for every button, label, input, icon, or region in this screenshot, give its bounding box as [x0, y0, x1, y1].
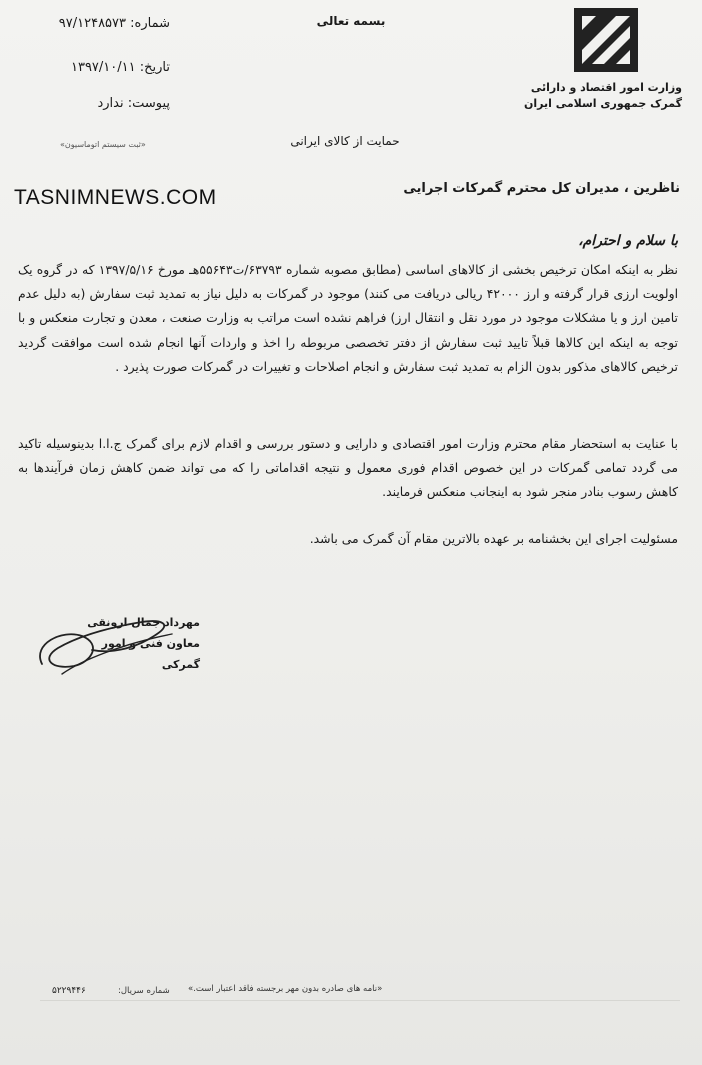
serial-number: ۵۲۲۹۴۴۶	[52, 986, 86, 996]
footer-divider	[40, 1000, 680, 1001]
handwritten-signature	[22, 604, 202, 684]
signer-name: مهرداد جمال ارونقی	[87, 616, 200, 629]
signer-title: معاون فنی و امور گمرکی	[101, 637, 200, 671]
letter-heading: ناظرین ، مدیران کل محترم گمرکات اجرایی	[403, 181, 680, 196]
paragraph-1-text: نظر به اینکه امکان ترخیص بخشی از کالاهای اساسی (مطابق مصوبه شماره ۶۳۷۹۳/ت۵۵۶۴۳هـ مورخ ۱۳۹۷/۵/۱۶ که در گروه یک اولویت ارزی قرار گرفته و ارز ۴۲۰۰۰ ریالی دریافت می کنند) موجود در گمرکات به دلیل نیاز به تمدید ثبت سفارش (به دلیل عدم تامین ارز و یا مشکلات موجود در مورد نقل و انتقال ارز) فراهم نشده است مراتب به وزارت صنعت ، معدن و تجارت منعکس و با توجه به اینکه این کالاها قبلاً تایید ثبت سفارش از دفتر تخصصی مربوطه را اخذ و واردات آنها انجام شده است موافقت گردید ترخیص کالاهای مذکور بدون الزام به تمدید ثبت سفارش و انجام اصلاحات و تغییرات در گمرکات صورت پذیرد .	[18, 262, 679, 374]
letter-date	[20, 60, 170, 75]
letter-number-label: شماره:	[130, 16, 170, 31]
paragraph-2	[18, 432, 678, 505]
system-note: «ثبت سیستم اتوماسیون»	[60, 140, 146, 149]
serial-label: شماره سریال:	[118, 986, 170, 996]
letter-number-value: ۹۷/۱۲۴۸۵۷۳	[58, 16, 127, 31]
paragraph-3: مسئولیت اجرای این بخشنامه بر عهده بالاترین مقام آن گمرک می باشد.	[309, 531, 678, 546]
watermark: TASNIMNEWS.COM	[14, 186, 217, 209]
letter-attachment-value: ندارد	[97, 96, 124, 111]
slogan: حمایت از کالای ایرانی	[290, 134, 400, 148]
bismillah: بسمه تعالی	[316, 14, 386, 28]
paragraph-2-text: با عنایت به استحضار مقام محترم وزارت امور اقتصادی و دارایی و دستور بررسی و اقدام لازم برای گمرک ج.ا.ا بدینوسیله تاکید می گردد تمامی گمرکات در این خصوص اقدام فوری معمول و نتیجه اقداماتی را که می تواند ضمن کاهش زمان فرآیندها به کاهش رسوب بنادر منجر شود به اینجانب منعکس فرمایند.	[18, 436, 678, 500]
paragraph-1	[18, 258, 678, 379]
greeting: با سلام و احترام،	[578, 233, 678, 249]
letter-attachment	[20, 96, 170, 111]
letter-date-value: ۱۳۹۷/۱۰/۱۱	[70, 60, 136, 75]
org-line-ministry: وزارت امور اقتصاد و دارائی	[530, 81, 682, 94]
customs-logo-icon	[572, 6, 640, 74]
letter-number	[20, 16, 170, 31]
org-line-customs: گمرک جمهوری اسلامی ایران	[523, 97, 682, 110]
letter-date-label: تاریخ:	[139, 60, 170, 75]
letter-attachment-label: پیوست:	[127, 96, 170, 111]
footer-note: «نامه های صادره بدون مهر برجسته فاقد اعتبار است.»	[188, 984, 383, 994]
